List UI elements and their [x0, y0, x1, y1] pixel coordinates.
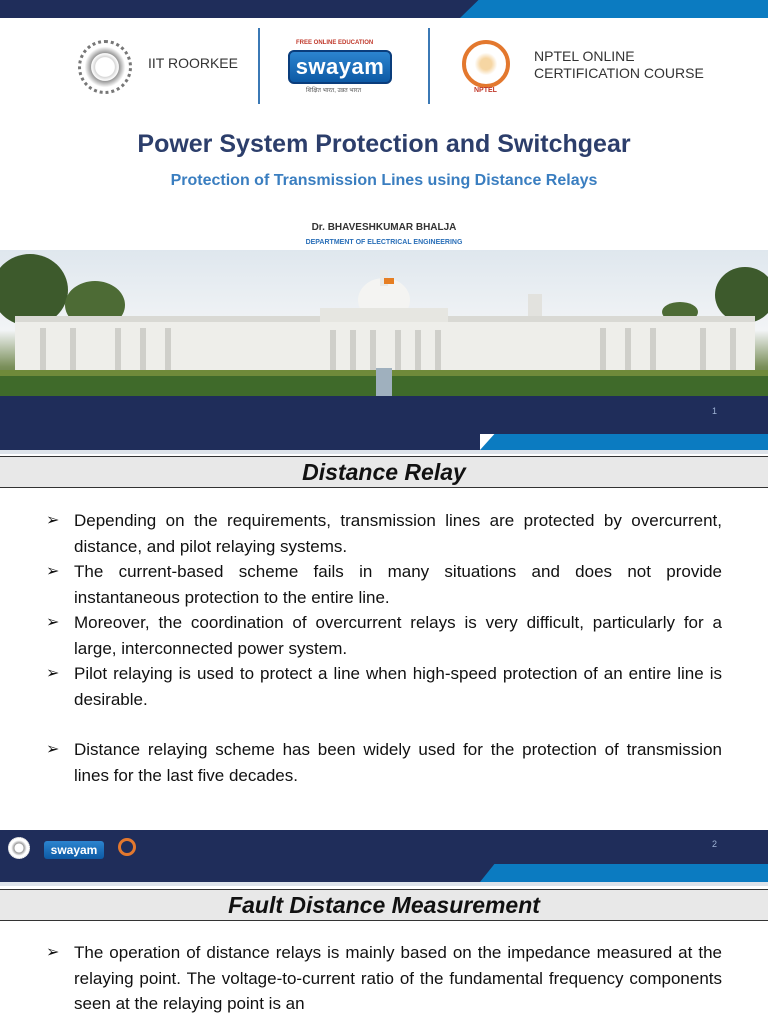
- bullet-text: The current-based scheme fails in many situations and does not provide instantaneous protection to the entire line.: [74, 562, 722, 607]
- slide-heading: Fault Distance Measurement: [0, 889, 768, 921]
- list-item: [46, 661, 722, 712]
- footer-accent: [480, 434, 768, 450]
- list-item: [46, 737, 722, 788]
- swayam-motto: शिक्षित भारत, उन्नत भारत: [306, 88, 361, 94]
- iit-roorkee-logo-icon: [78, 40, 132, 94]
- department-name: DEPARTMENT OF ELECTRICAL ENGINEERING: [305, 239, 463, 246]
- list-item: [46, 508, 722, 559]
- top-bar-accent: [460, 0, 768, 18]
- slide-footer: [0, 396, 768, 434]
- bullet-text: The operation of distance relays is mainly based on the impedance measured at the relaying point. The voltage-to-current ratio of the fundamental frequency components seen at the relaying point is an: [74, 943, 722, 1013]
- arrow-bullet-icon: ➢: [46, 944, 60, 961]
- arrow-bullet-icon: ➢: [46, 563, 60, 580]
- page-number: 1: [712, 406, 718, 416]
- slide-heading: Distance Relay: [0, 456, 768, 488]
- list-item: [46, 559, 722, 610]
- course-title: Power System Protection and Switchgear: [137, 130, 631, 158]
- bullet-list: [46, 508, 722, 788]
- slide-separator: [0, 882, 768, 886]
- nptel-course-label: [534, 48, 704, 82]
- slide-footer: [0, 830, 768, 864]
- list-item: [46, 610, 722, 661]
- arrow-bullet-icon: ➢: [46, 512, 60, 529]
- nptel-logo-icon: [118, 838, 136, 856]
- bullet-text: Distance relaying scheme has been widely used for the protection of transmission lines for the last five decades.: [74, 740, 722, 785]
- nptel-line2: CERTIFICATION COURSE: [534, 65, 704, 81]
- nptel-logo-icon: [462, 40, 510, 88]
- arrow-bullet-icon: ➢: [46, 614, 60, 631]
- arrow-bullet-icon: ➢: [46, 741, 60, 758]
- logo-divider: [428, 28, 430, 104]
- nptel-line1: NPTEL ONLINE: [534, 48, 635, 64]
- author-name: Dr. BHAVESHKUMAR BHALJA: [311, 222, 457, 233]
- list-item: [46, 940, 722, 1017]
- institute-name: IIT ROORKEE: [148, 55, 238, 71]
- swayam-tagline: FREE ONLINE EDUCATION: [296, 40, 374, 46]
- bullet-list: [46, 940, 722, 1017]
- campus-building-photo: [0, 250, 768, 396]
- slide-separator: [0, 450, 768, 454]
- bullet-text: Depending on the requirements, transmission lines are protected by overcurrent, distance, and pilot relaying systems.: [74, 511, 722, 556]
- footer-accent: [480, 864, 768, 882]
- logo-divider: [258, 28, 260, 104]
- swayam-logo: swayam: [44, 841, 104, 859]
- footer-base: [0, 434, 480, 450]
- swayam-logo: swayam: [288, 50, 392, 84]
- nptel-logo-label: NPTEL: [474, 87, 497, 94]
- lecture-subtitle: Protection of Transmission Lines using Distance Relays: [170, 172, 598, 189]
- title-slide: [0, 0, 768, 450]
- bullet-text: Moreover, the coordination of overcurrent relays is very difficult, particularly for a large, interconnected power system.: [74, 613, 722, 658]
- bullet-text: Pilot relaying is used to protect a line when high-speed protection of an entire line is desirable.: [74, 664, 722, 709]
- building-illustration-icon: [0, 250, 768, 396]
- iit-roorkee-logo-icon: [8, 837, 30, 859]
- arrow-bullet-icon: ➢: [46, 665, 60, 682]
- page-number: 2: [712, 839, 718, 849]
